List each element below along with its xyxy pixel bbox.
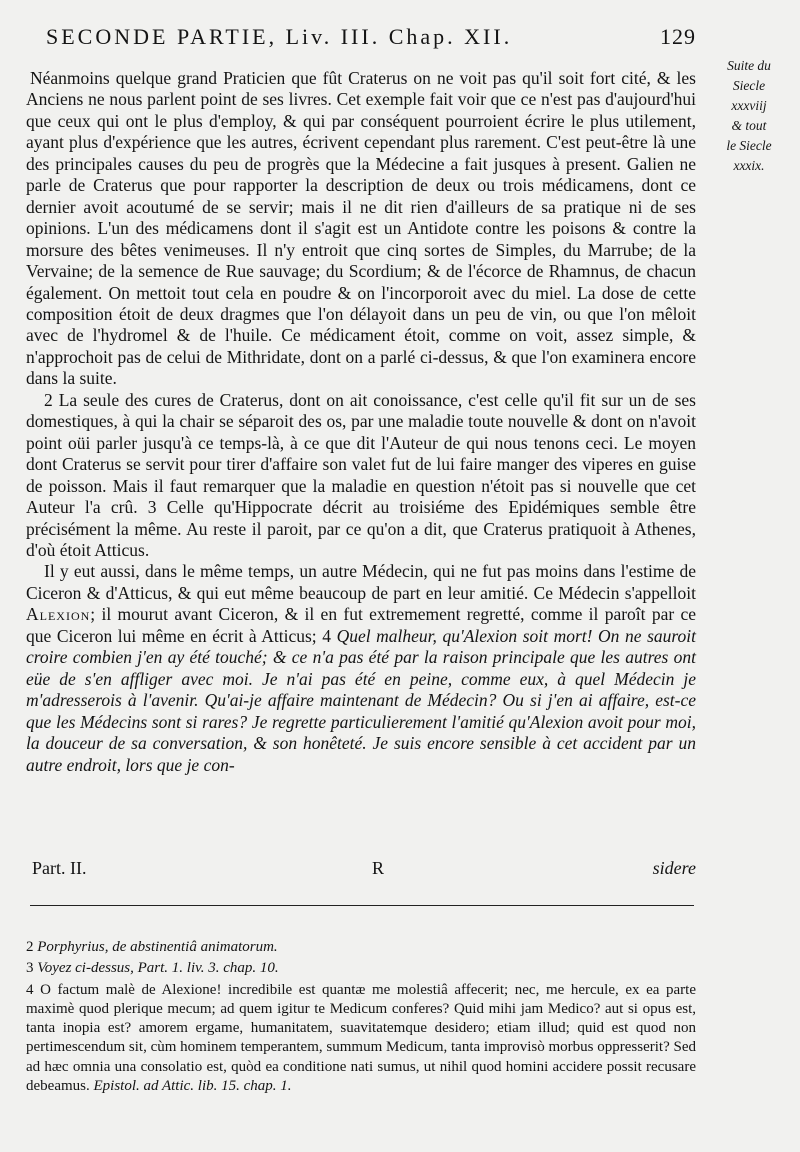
footnote-2	[26, 938, 696, 957]
signature-mark: R	[372, 858, 385, 878]
alexion-name: Alexion	[26, 604, 91, 625]
footnote-number: 3	[26, 960, 34, 977]
margin-note-line: xxxix.	[733, 158, 765, 173]
margin-note-line: Suite du	[727, 58, 771, 73]
page-number: 129	[660, 24, 696, 49]
footnote-text: Voyez ci-dessus, Part. 1. liv. 3. chap. 10.	[37, 960, 279, 977]
footnote-rule	[30, 905, 694, 906]
footnote-3	[26, 959, 696, 978]
margin-note-line: le Siecle	[726, 138, 772, 153]
footnote-citation: Epistol. ad Attic. lib. 15. chap. 1.	[93, 1078, 292, 1095]
main-text	[26, 68, 696, 776]
footnote-text: Porphyrius, de abstinentiâ animatorum.	[37, 939, 278, 955]
margin-note-line: Siecle	[732, 78, 766, 93]
paragraph-cures: 2 La seule des cures de Craterus, dont on ait conoissance, c'est celle qu'il fit sur un de ses domestiques, à qui la chair se séparoit des os, par une maladie toute nouvelle & dont on n'avoit point oüi parler jusqu'à ce temps-là, à ce que dit l'Auteur de qui nous tenons ceci. Le moyen dont Craterus se servit pour tirer d'affaire son valet fut de lui faire manger des viperes en guise de poisson. Mais il faut remarquer que la maladie en question n'étoit pas si nouvelle que cet Auteur l'a crû. 3 Celle qu'Hippocrate décrit au troisiéme des Epidémiques semble être précisément la même. Au reste il paroit, par ce qu'on a dit, que Craterus pratiquoit à Athenes, d'où étoit Atticus.	[26, 389, 696, 560]
page-foot-line	[26, 858, 696, 882]
footnote-text: O factum malè de Alexione! incredibile est quantæ me molestiâ affecerit; nec, me hercule, ex ea parte maximè quod plerique mecum; ad quem igitur te Medicum conferes? Quid mihi jam Medico? aut si opus est, tanta inopia est? amorem ergame, humanitatem, suavitatemque desidero; etiam illud; quid est quod non pertimescendum sit, cùm hominem temperantem, summum Medicum, tanta improvisò morbus oppresserit? Sed ad hæc omnia una consolatio est, quòd ea conditione nati sumus, ut nihil quod homini accidere possit recusare debeamus.	[26, 981, 697, 1095]
footnotes	[26, 938, 696, 1098]
running-title: SECONDE PARTIE, Liv. III. Chap. XII.	[46, 24, 513, 49]
alexion-text-before: Il y eut aussi, dans le même temps, un autre Médecin, qui ne fut pas moins dans l'estime de Ciceron & d'Atticus, & qui eut même beaucoup de part en leur amitié. Ce Médecin s'appelloit	[26, 561, 696, 603]
footnote-number: 2	[26, 939, 34, 955]
part-label: Part. II.	[32, 858, 87, 878]
footnote-4	[26, 981, 696, 1097]
margin-note	[700, 56, 798, 176]
paragraph-alexion	[26, 561, 696, 776]
running-header	[46, 24, 696, 54]
margin-note-line: xxxviij	[731, 98, 767, 113]
alexion-text-after: ; il mourut avant Ciceron, & il en fut extremement regretté, comme il paroît par ce que Ciceron lui même en écrit à Atticus; 4	[26, 604, 696, 646]
catchword: sidere	[652, 858, 696, 878]
margin-note-line: & tout	[731, 118, 767, 133]
alexion-quote: Quel malheur, qu'Alexion soit mort! On ne sauroit croire combien j'en ay été touché; & ce n'a pas été par la raison principale que les autres ont eüe de s'en affliger avec moi. Je n'ai pas été en peine, comme eux, à quel Médecin je m'adresserois à l'avenir. Qu'ai-je affaire maintenant de Médecin? Ou si j'en ai affaire, est-ce que les Médecins sont si rares? Je regrette particulierement l'amitié qu'Alexion avoit pour moi, la douceur de sa conversation, & son honêteté. Je suis encore sensible à cet accident par un autre endroit, lors que je con-	[26, 625, 697, 775]
paragraph-craterus: Néanmoins quelque grand Praticien que fût Craterus on ne voit pas qu'il soit fort cité, & les Anciens ne nous parlent point de ses livres. Cet exemple fait voir que ce n'est pas d'aujourd'hui que ceux qui ont le plus d'employ, & qui par conséquent pourroient écrire le plus utilement, ayant plus d'expérience que les autres, écrivent cependant plus rarement. C'est peut-être là une des principales causes du peu de progrès que la Médecine a fait jusques à present. Galien ne parle de Craterus que pour rapporter la description de deux ou trois médicamens, dont ce dernier avoit acoutumé de se servir; mais il ne dit rien d'ailleurs de sa pratique ni de ses opinions. L'un des médicamens dont il s'agit est un Antidote contre les poisons & contre la morsure des bêtes venimeuses. Il n'y entroit que cinq sortes de Simples, du Marrube; de la Vervaine; de la semence de Rue sauvage; du Scordium; & de l'écorce de Rhamnus, de chacun également. On mettoit tout cela en poudre & on l'incorporoit avec du miel. La dose de cette composition étoit de deux dragmes que l'on délayoit dans un peu de vin, ou que l'on mêloit avec de l'hydromel & de l'huile. Ce médicament étoit, comme on voit, assez simple, & n'approchoit pas de celui de Mithridate, dont on a parlé ci-dessus, & que l'on examinera encore dans la suite.	[26, 68, 696, 389]
footnote-number: 4	[26, 981, 34, 998]
